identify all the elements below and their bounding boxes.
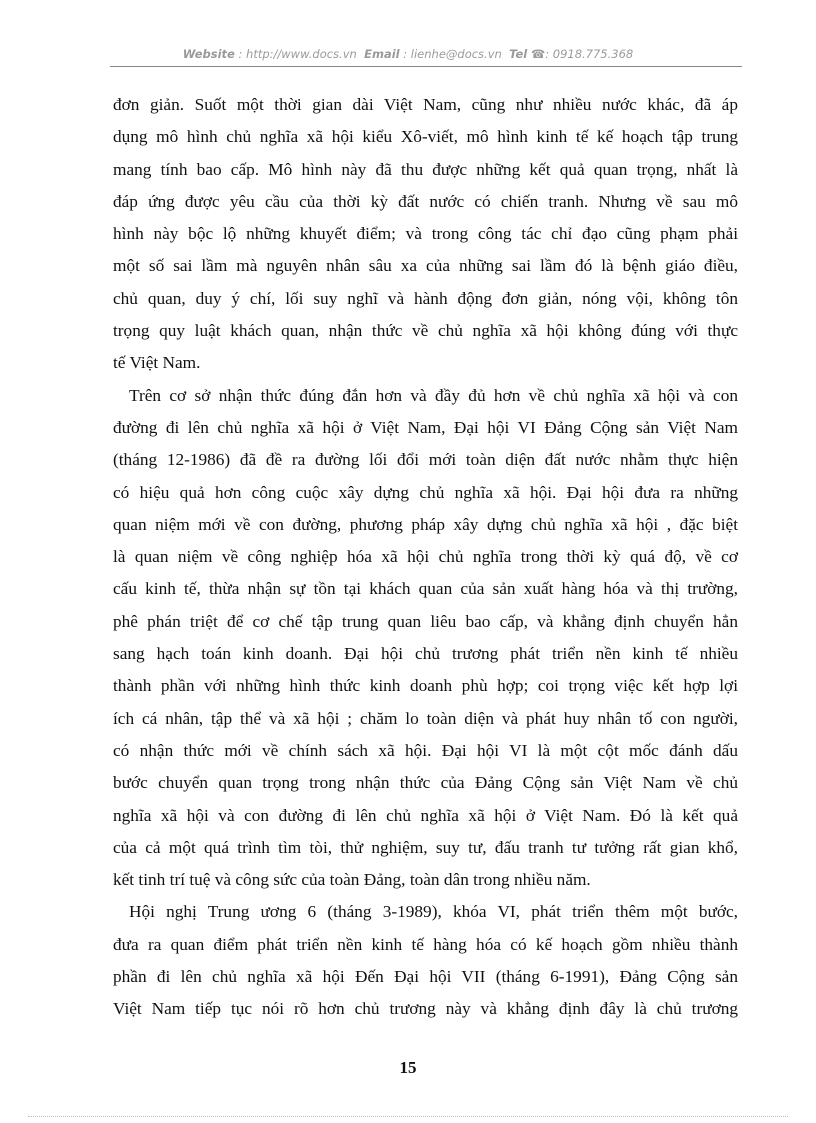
text-line: nghĩa xã hội và con đường đi lên chủ nghĩa xã hội ở Việt Nam. Đó là kết quả <box>113 805 738 825</box>
text-line: cấu kinh tế, thừa nhận sự tồn tại khách quan của sản xuất hàng hóa và thị trường, <box>113 579 738 599</box>
text-line: có nhận thức mới về chính sách xã hội. Đại hội VI là một cột mốc đánh dấu <box>113 740 738 760</box>
tel-label: Tel <box>509 47 528 61</box>
text-line: của cả một quá trình tìm tòi, thử nghiệm, suy tư, đấu tranh tư tưởng rất gian khổ, <box>113 837 738 857</box>
text-line: ích cá nhân, tập thể và xã hội ; chăm lo toàn diện và phát huy nhân tố con người, <box>113 708 738 728</box>
text-line: hình này bộc lộ những khuyết điểm; và trong công tác chỉ đạo cũng phạm phải <box>113 224 738 244</box>
paragraph <box>113 380 738 897</box>
header-divider <box>110 66 742 67</box>
text-line: sang hạch toán kinh doanh. Đại hội chủ trương phát triển nền kinh tế nhiều <box>113 644 738 664</box>
text-line: trọng quy luật khách quan, nhận thức về chủ nghĩa xã hội không đúng với thực <box>113 321 738 341</box>
text-line: Trên cơ sở nhận thức đúng đắn hơn và đầy đủ hơn về chủ nghĩa xã hội và con <box>129 385 738 405</box>
text-line: mang tính bao cấp. Mô hình này đã thu được những kết quả quan trọng, nhất là <box>113 159 738 179</box>
text-line: Việt Nam tiếp tục nói rõ hơn chủ trương này và khẳng định đây là chủ trương <box>113 999 738 1019</box>
email-label: Email <box>364 47 400 61</box>
text-line: là quan niệm về công nghiệp hóa xã hội chủ nghĩa trong thời kỳ quá độ, về cơ <box>113 547 738 567</box>
paragraph <box>113 89 738 380</box>
tel-value: : 0918.775.368 <box>545 47 634 61</box>
text-line: có hiệu quả hơn công cuộc xây dựng chủ nghĩa xã hội. Đại hội đưa ra những <box>113 482 738 502</box>
text-line: quan niệm mới về con đường, phương pháp xây dựng chủ nghĩa xã hội , đặc biệt <box>113 514 738 534</box>
document-body <box>113 89 738 1026</box>
text-line: kết tinh trí tuệ và công sức của toàn Đảng, toàn dân trong nhiều năm. <box>113 870 591 890</box>
text-line: phê phán triệt để cơ chế tập trung quan liêu bao cấp, và khẳng định chuyển hẳn <box>113 611 738 631</box>
text-line: đáp ứng được yêu cầu của thời kỳ đất nước có chiến tranh. Nhưng về sau mô <box>113 191 738 211</box>
text-line: tế Việt Nam. <box>113 353 201 373</box>
website-value: : http://www.docs.vn <box>238 47 357 61</box>
website-label: Website <box>182 47 235 61</box>
text-line: chủ quan, duy ý chí, lối suy nghĩ và hành động đơn giản, nóng vội, không tôn <box>113 288 738 308</box>
email-value: : lienhe@docs.vn <box>403 47 502 61</box>
text-line: thành phần với những hình thức kinh doanh phù hợp; coi trọng việc kết hợp lợi <box>113 676 738 696</box>
text-line: đường đi lên chủ nghĩa xã hội ở Việt Nam, Đại hội VI Đảng Cộng sản Việt Nam <box>113 417 738 437</box>
text-line: phần đi lên chủ nghĩa xã hội Đến Đại hội VII (tháng 6-1991), Đảng Cộng sản <box>113 967 738 987</box>
page-header <box>0 47 816 61</box>
paragraph <box>113 896 738 1025</box>
text-line: một số sai lầm mà nguyên nhân sâu xa của những sai lầm đó là bệnh giáo điều, <box>113 256 738 276</box>
page-border <box>28 1116 788 1117</box>
text-line: đưa ra quan điểm phát triển nền kinh tế hàng hóa có kế hoạch gồm nhiều thành <box>113 934 738 954</box>
page-number: 15 <box>399 1058 417 1077</box>
text-line: (tháng 12-1986) đã đề ra đường lối đổi mới toàn diện đất nước nhằm thực hiện <box>113 450 738 470</box>
text-line: bước chuyển quan trọng trong nhận thức của Đảng Cộng sản Việt Nam về chủ <box>113 773 738 793</box>
text-line: đơn giản. Suốt một thời gian dài Việt Nam, cũng như nhiều nước khác, đã áp <box>113 95 738 114</box>
text-line: dụng mô hình chủ nghĩa xã hội kiểu Xô-viết, mô hình kinh tế kế hoạch tập trung <box>113 127 738 147</box>
text-line: Hội nghị Trung ương 6 (tháng 3-1989), khóa VI, phát triển thêm một bước, <box>129 902 738 922</box>
phone-icon: ☎ <box>530 47 546 61</box>
